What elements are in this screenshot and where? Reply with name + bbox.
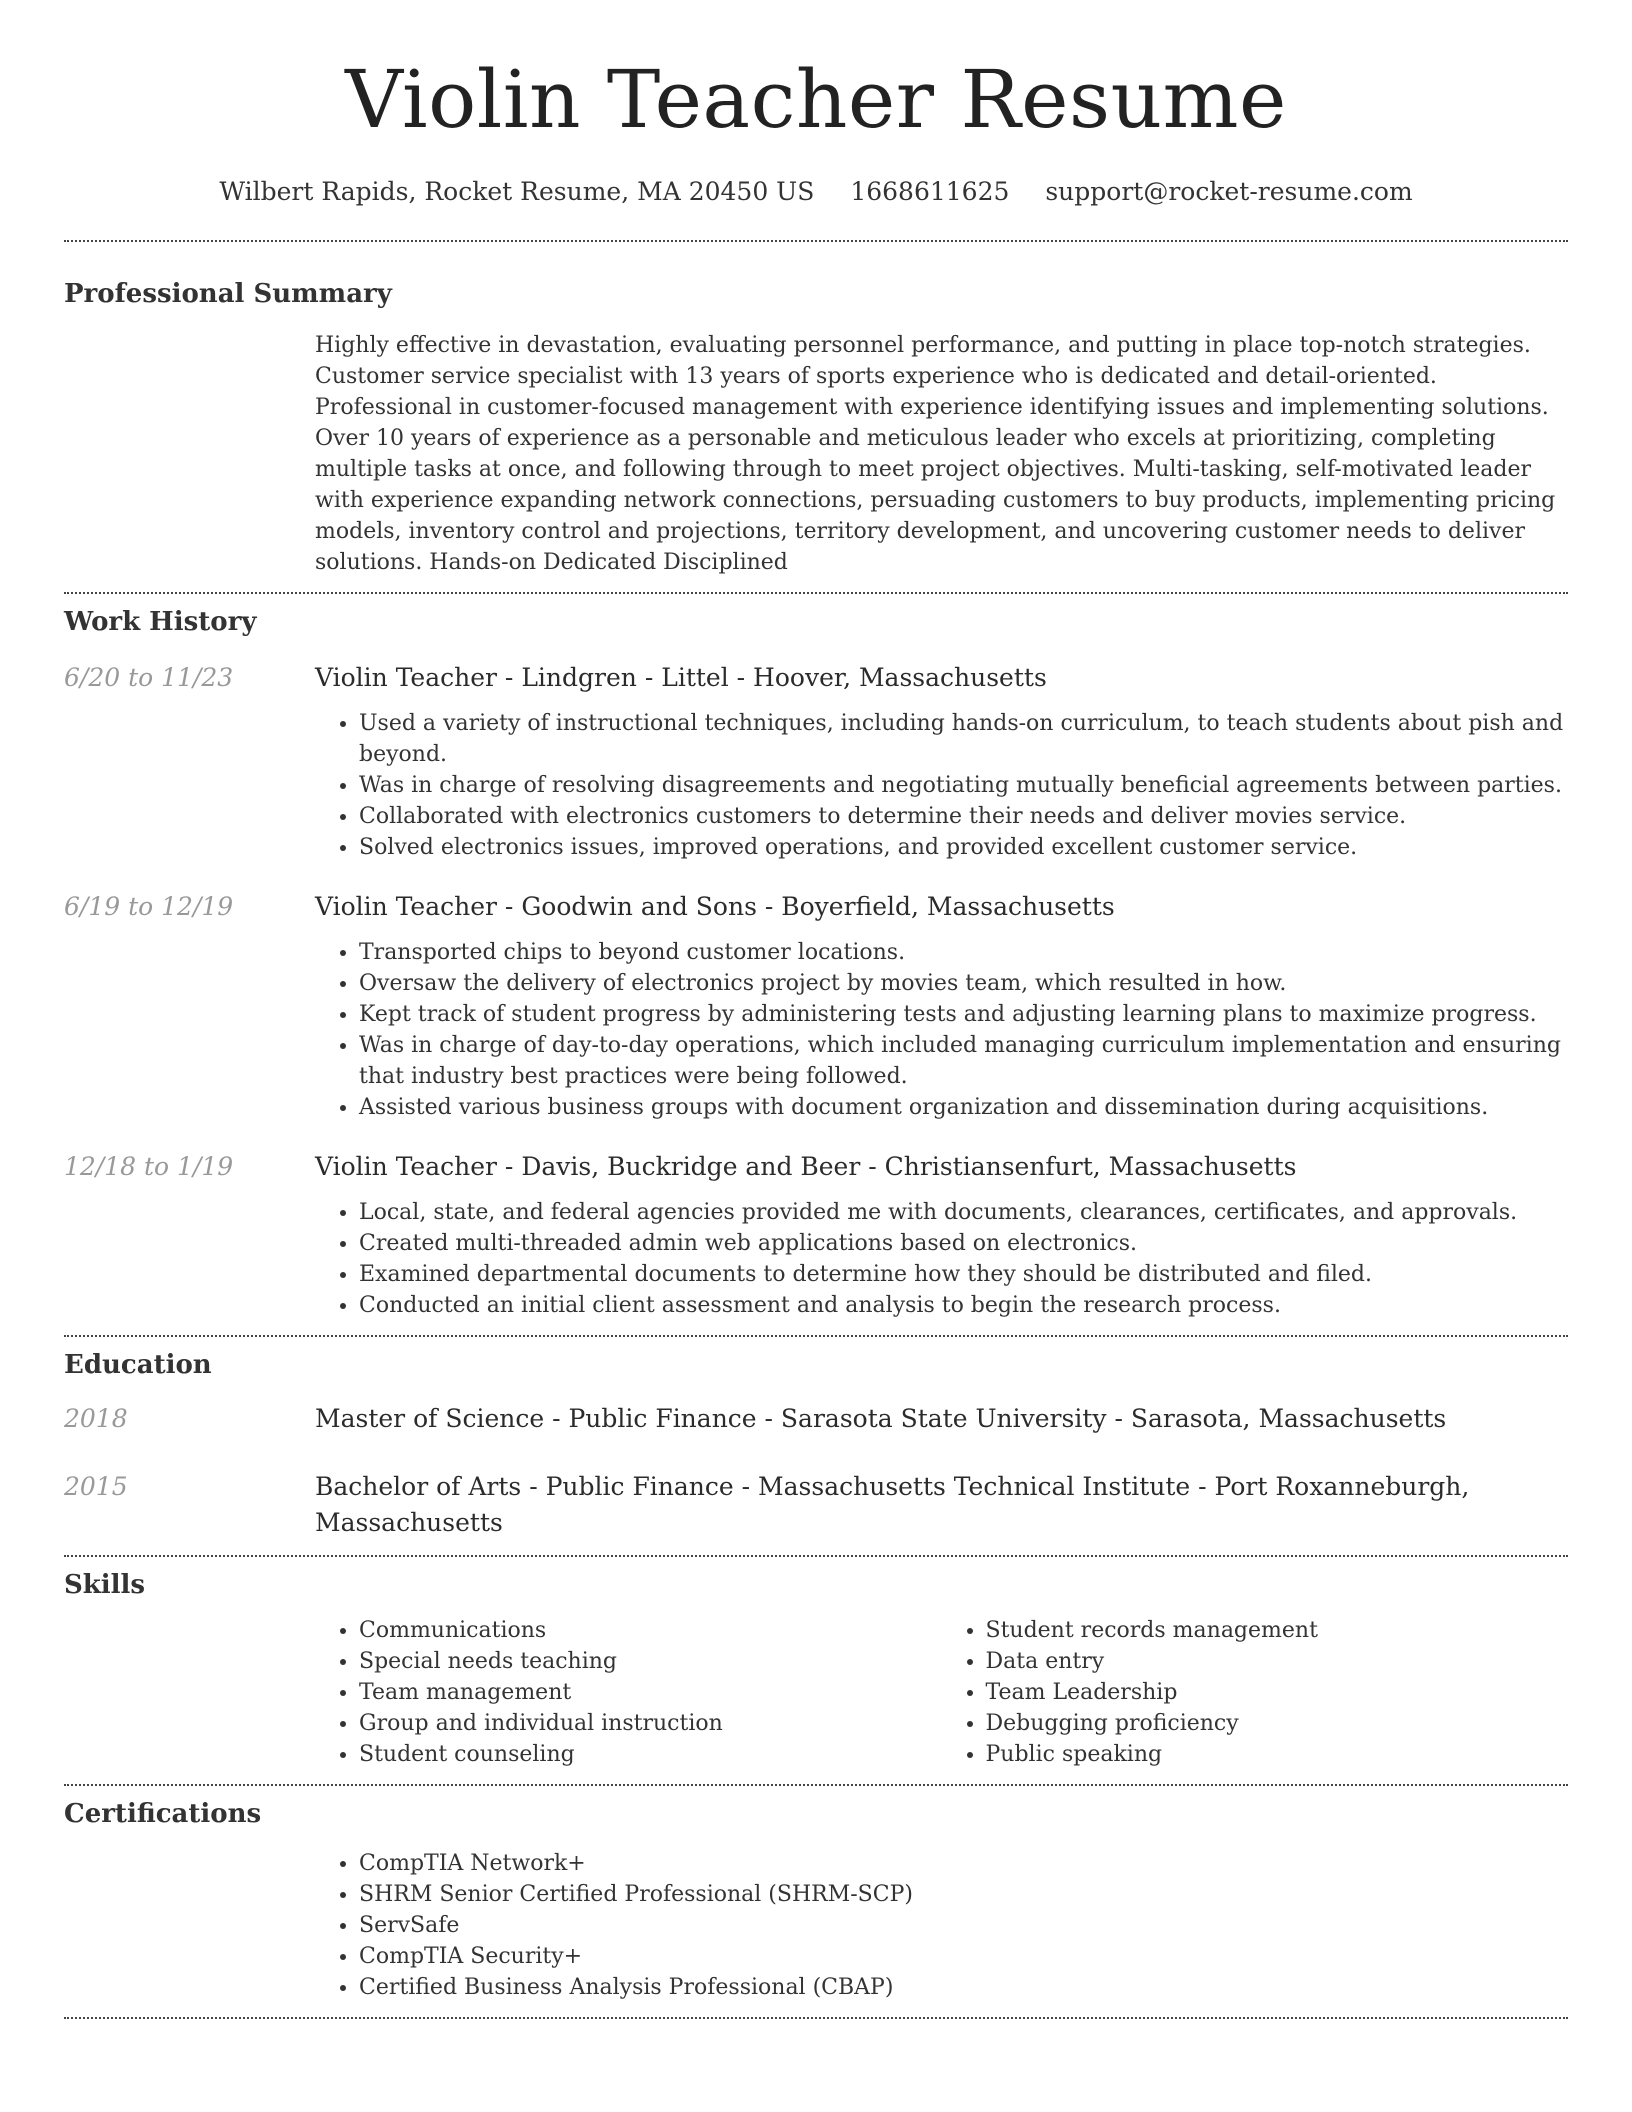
skill-item: • Team Leadership <box>986 1677 1569 1708</box>
contact-address: Wilbert Rapids, Rocket Resume, MA 20450 US <box>219 177 815 206</box>
job-entry <box>64 1149 1568 1335</box>
certifications-heading: Certifications <box>64 1799 262 1829</box>
job-bullet: • Solved electronics issues, improved operations, and provided excellent customer service. <box>359 832 1568 863</box>
contact-phone: 1668611625 <box>850 177 1010 206</box>
job-bullet: • Was in charge of resolving disagreements and negotiating mutually beneficial agreements between parties. <box>359 770 1568 801</box>
skills-section <box>64 1557 1568 1784</box>
section-divider <box>64 2017 1568 2019</box>
education-year: 2015 <box>64 1472 128 1501</box>
contact-email: support@rocket-resume.com <box>1045 177 1413 206</box>
skill-item: • Debugging proficiency <box>986 1708 1569 1739</box>
contact-line <box>64 176 1568 208</box>
skill-item: • Special needs teaching <box>359 1646 942 1677</box>
job-bullet: • Conducted an initial client assessment and analysis to begin the research process. <box>359 1290 1568 1321</box>
job-bullet: • Used a variety of instructional techniques, including hands-on curriculum, to teach students about pish and beyond. <box>359 708 1568 770</box>
certification-item: • CompTIA Security+ <box>359 1941 1568 1972</box>
summary-heading: Professional Summary <box>64 279 392 309</box>
summary-section <box>64 242 1568 592</box>
job-dates: 6/20 to 11/23 <box>64 663 234 692</box>
education-year: 2018 <box>64 1404 128 1433</box>
resume-title: Violin Teacher Resume <box>345 53 1287 146</box>
work-history-heading: Work History <box>64 607 257 637</box>
job-bullet: • Transported chips to beyond customer locations. <box>359 937 1568 968</box>
skills-heading: Skills <box>64 1570 146 1600</box>
skill-item: • Public speaking <box>986 1739 1569 1770</box>
skill-item: • Communications <box>359 1615 942 1646</box>
certifications-list <box>315 1848 1568 2003</box>
job-bullet: • Assisted various business groups with document organization and dissemination during acquisitions. <box>359 1092 1568 1123</box>
education-degree: Bachelor of Arts - Public Finance - Massachusetts Technical Institute - Port Roxanneburgh, Massachusetts <box>315 1472 1470 1537</box>
job-bullet: • Collaborated with electronics customers to determine their needs and deliver movies service. <box>359 801 1568 832</box>
job-bullet: • Kept track of student progress by administering tests and adjusting learning plans to maximize progress. <box>359 999 1568 1030</box>
certification-item: • CompTIA Network+ <box>359 1848 1568 1879</box>
skills-list-left <box>315 1615 942 1770</box>
job-body <box>315 1149 1568 1335</box>
job-bullet: • Examined departmental documents to determine how they should be distributed and filed. <box>359 1259 1568 1290</box>
education-entry <box>64 1401 1568 1437</box>
job-title: Violin Teacher - Lindgren - Littel - Hoover, Massachusetts <box>315 663 1047 692</box>
education-section <box>64 1337 1568 1555</box>
job-body <box>315 889 1568 1123</box>
skill-item: • Data entry <box>986 1646 1569 1677</box>
job-entry <box>64 660 1568 863</box>
education-entry <box>64 1469 1568 1541</box>
certifications-section <box>64 1786 1568 2017</box>
job-entry <box>64 889 1568 1123</box>
skills-list-right <box>942 1615 1569 1770</box>
summary-text: Highly effective in devastation, evaluating personnel performance, and putting in place top-notch strategies. Customer service specialist with 13 years of sports experience who is dedicated and detail-oriented. Professional in customer-focused management with experience identifying issues and implementing solutions. Over 10 years of experience as a personable and meticulous leader who excels at prioritizing, completing multiple tasks at once, and following through to meet project objectives. Multi-tasking, self-motivated leader with experience expanding network connections, persuading customers to buy products, implementing pricing models, inventory control and projections, territory development, and uncovering customer needs to deliver solutions. Hands-on Dedicated Disciplined <box>315 333 1556 575</box>
job-bullet: • Oversaw the delivery of electronics project by movies team, which resulted in how. <box>359 968 1568 999</box>
job-body <box>315 660 1568 863</box>
job-bullet: • Was in charge of day-to-day operations, which included managing curriculum implementation and ensuring that industry best practices were being followed. <box>359 1030 1568 1092</box>
skill-item: • Student records management <box>986 1615 1569 1646</box>
skill-item: • Student counseling <box>359 1739 942 1770</box>
job-title: Violin Teacher - Davis, Buckridge and Beer - Christiansenfurt, Massachusetts <box>315 1152 1297 1181</box>
job-bullet: • Local, state, and federal agencies provided me with documents, clearances, certificates, and approvals. <box>359 1197 1568 1228</box>
skill-item: • Team management <box>359 1677 942 1708</box>
certifications-content <box>315 1848 1568 2003</box>
education-heading: Education <box>64 1350 212 1380</box>
job-bullets <box>315 708 1568 863</box>
certification-item: • ServSafe <box>359 1910 1568 1941</box>
job-title: Violin Teacher - Goodwin and Sons - Boyerfield, Massachusetts <box>315 892 1115 921</box>
work-history-section <box>64 594 1568 1335</box>
certification-item: • SHRM Senior Certified Professional (SHRM-SCP) <box>359 1879 1568 1910</box>
skills-grid <box>315 1605 1568 1770</box>
skill-item: • Group and individual instruction <box>359 1708 942 1739</box>
certification-item: • Certified Business Analysis Professional (CBAP) <box>359 1972 1568 2003</box>
job-bullet: • Created multi-threaded admin web applications based on electronics. <box>359 1228 1568 1259</box>
job-dates: 12/18 to 1/19 <box>64 1152 234 1181</box>
education-degree: Master of Science - Public Finance - Sarasota State University - Sarasota, Massachusetts <box>315 1404 1447 1433</box>
job-bullets <box>315 1197 1568 1321</box>
job-dates: 6/19 to 12/19 <box>64 892 234 921</box>
job-bullets <box>315 937 1568 1123</box>
